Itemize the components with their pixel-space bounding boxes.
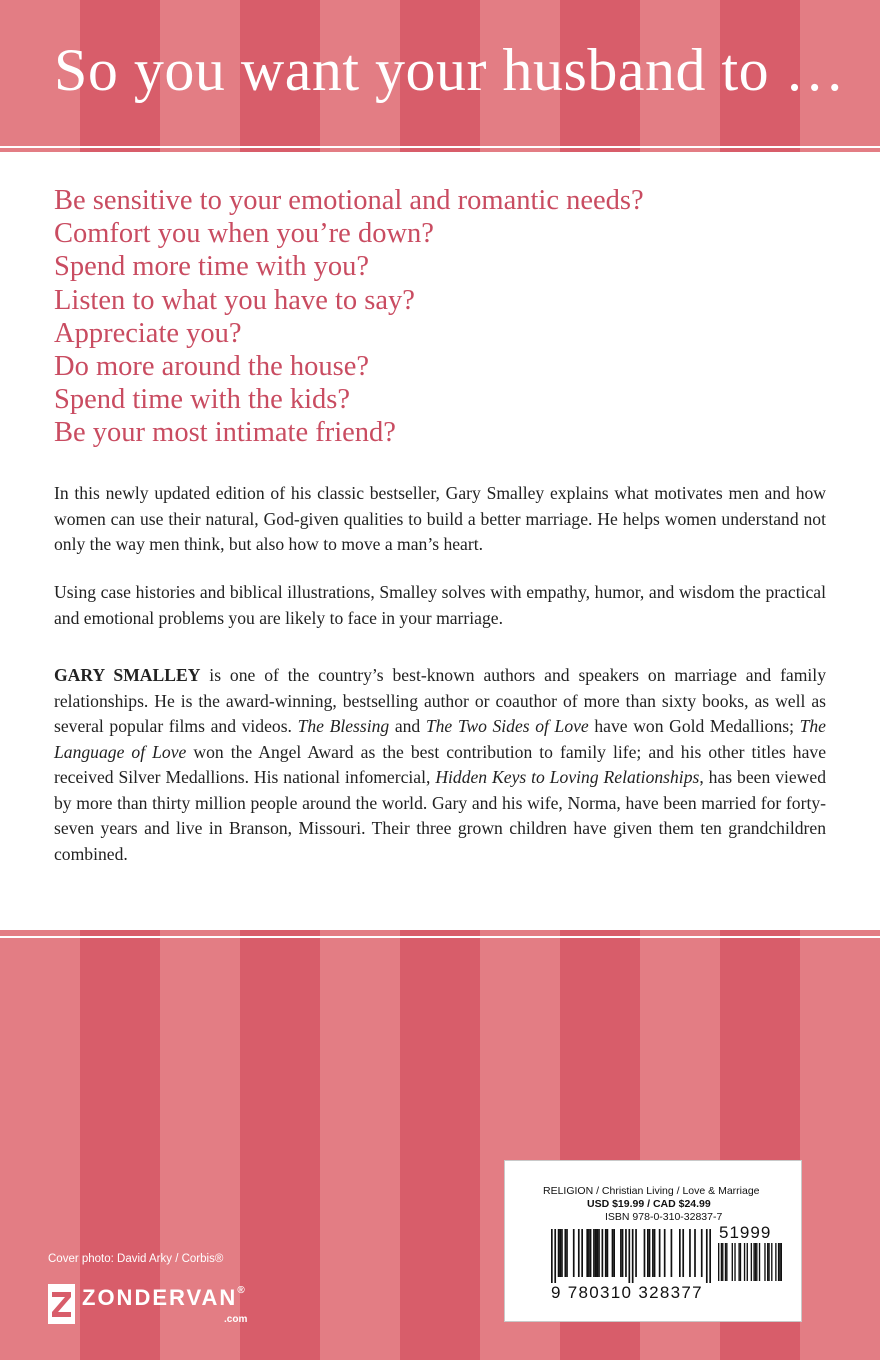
barcode-bar	[744, 1243, 745, 1281]
barcode-bar	[613, 1229, 615, 1277]
isbn-barcode	[551, 1229, 711, 1283]
bio-text: is one of the country’s best-known authors and speakers on marriage and family relationships. He is the award-winning, bestselling author or coauthor of more than sixty books, as well as several popular films and videos.	[54, 665, 826, 736]
barcode-bar	[764, 1243, 765, 1281]
barcode-bar	[590, 1229, 592, 1277]
barcode-bar	[734, 1243, 735, 1281]
bio-text: and	[389, 716, 426, 736]
barcode-bar	[771, 1243, 772, 1281]
barcode-bar	[612, 1229, 614, 1277]
barcode-bar	[732, 1243, 733, 1281]
barcode-bar	[635, 1229, 637, 1277]
barcode-bar	[767, 1243, 768, 1281]
bio-text: have won Gold Medallions;	[588, 716, 800, 736]
barcode-bar	[561, 1229, 563, 1277]
barcode-bar	[586, 1229, 588, 1277]
barcode-bar	[679, 1229, 681, 1277]
barcode-bar	[573, 1229, 575, 1277]
isbn-text: ISBN 978-0-310-32837-7	[605, 1211, 723, 1223]
barcode-bar	[649, 1229, 651, 1277]
barcode-bar	[722, 1243, 723, 1281]
bisac-category: RELIGION / Christian Living / Love & Marriage	[543, 1185, 760, 1197]
barcode-bar	[578, 1229, 580, 1277]
barcode-label	[504, 1160, 802, 1322]
publisher-domain: .com	[224, 1314, 248, 1325]
price-addon-digits: 51999	[719, 1223, 772, 1242]
book-title: The Language of Love	[54, 716, 826, 762]
barcode-bar	[647, 1229, 649, 1277]
barcode-bar	[726, 1243, 727, 1281]
barcode-bar	[779, 1243, 780, 1281]
barcode-bar	[620, 1229, 622, 1277]
barcode-bar	[706, 1229, 708, 1283]
barcode-bar	[654, 1229, 656, 1277]
barcode-bar	[581, 1229, 583, 1277]
barcode-bar	[605, 1229, 607, 1277]
barcode-bar	[559, 1229, 561, 1277]
price-addon-barcode	[718, 1243, 782, 1285]
question-item: Spend more time with you?	[54, 251, 370, 283]
barcode-bar	[596, 1229, 598, 1277]
barcode-bar	[768, 1243, 769, 1281]
barcode-bar	[755, 1243, 756, 1281]
barcode-bar	[554, 1229, 556, 1283]
barcode-bar	[740, 1243, 741, 1281]
barcode-bar	[628, 1229, 630, 1283]
barcode-bar	[622, 1229, 624, 1277]
barcode-bar	[701, 1229, 703, 1277]
question-item: Appreciate you?	[54, 317, 242, 349]
book-title: The Two Sides of Love	[425, 716, 589, 736]
question-list	[54, 184, 644, 450]
barcode-bar	[778, 1243, 779, 1281]
isbn-digits: 9 780310 328377	[551, 1283, 703, 1302]
barcode-bar	[775, 1243, 776, 1281]
question-item: Listen to what you have to say?	[54, 284, 415, 316]
barcode-bar	[593, 1229, 595, 1277]
barcode-bar	[718, 1243, 719, 1281]
bio-text: won the Angel Award as the best contribution to family life; and his other titles have received Silver Medallions. His national infomercial,	[54, 741, 827, 787]
barcode-bar	[595, 1229, 597, 1277]
barcode-bar	[756, 1243, 757, 1281]
bottom-divider-line	[0, 936, 880, 938]
barcode-bar	[751, 1243, 752, 1281]
barcode-bar	[689, 1229, 691, 1277]
barcode-bar	[694, 1229, 696, 1277]
barcode-bar	[588, 1229, 590, 1277]
barcode-bar	[682, 1229, 684, 1277]
question-item: Spend time with the kids?	[54, 384, 351, 416]
publisher-logo	[48, 1284, 288, 1334]
barcode-bar	[709, 1229, 711, 1283]
barcode-bar	[721, 1243, 722, 1281]
barcode-bar	[564, 1229, 566, 1277]
barcode-bar	[652, 1229, 654, 1277]
top-divider-line	[0, 146, 880, 148]
headline: So you want your husband to …	[54, 37, 846, 103]
publisher-name: ZONDERVAN®	[82, 1285, 245, 1310]
author-name: GARY SMALLEY	[54, 665, 201, 685]
barcode-bar	[632, 1229, 634, 1283]
barcode-bar	[659, 1229, 661, 1277]
barcode-bar	[558, 1229, 560, 1277]
barcode-bar	[671, 1229, 673, 1277]
barcode-bar	[598, 1229, 600, 1277]
barcode-bar	[566, 1229, 568, 1277]
author-bio	[54, 663, 826, 867]
barcode-bar	[738, 1243, 739, 1281]
price-text: USD $19.99 / CAD $24.99	[587, 1198, 711, 1210]
description-paragraph-1: In this newly updated edition of his classic bestseller, Gary Smalley explains what motivates men and how women can use their natural, God-given qualities to build a better marriage. He helps women understand not only the way men think, but also how to move a man’s heart.	[54, 483, 826, 554]
barcode-bar	[781, 1243, 782, 1281]
photo-credit: Cover photo: David Arky / Corbis®	[48, 1253, 224, 1265]
barcode-bar	[747, 1243, 748, 1281]
barcode-bar	[759, 1243, 760, 1281]
barcode-bar	[644, 1229, 646, 1277]
question-item: Do more around the house?	[54, 351, 369, 383]
barcode-bar	[725, 1243, 726, 1281]
infomercial-title: Hidden Keys to Loving Relationships	[435, 767, 700, 787]
barcode-bar	[664, 1229, 666, 1277]
barcode-bar	[753, 1243, 754, 1281]
question-item: Be sensitive to your emotional and romantic needs?	[54, 185, 644, 216]
barcode-bar	[625, 1229, 627, 1277]
barcode-bar	[551, 1229, 553, 1283]
book-title: The Blessing	[297, 716, 390, 736]
question-item: Comfort you when you’re down?	[54, 218, 434, 250]
barcode-bar	[607, 1229, 609, 1277]
zondervan-mark-icon	[48, 1284, 75, 1324]
barcode-bar	[602, 1229, 604, 1277]
bio-text: , has been viewed by more than thirty million people around the world. Gary and his wife, Norma, have been married for forty-seven years and live in Branson, Missouri. Their three grown children have given them ten grandchildren combined.	[54, 767, 826, 864]
description-paragraph-2: Using case histories and biblical illustrations, Smalley solves with empathy, humor, and wisdom the practical and emotional problems you are likely to face in your marriage.	[54, 582, 826, 628]
question-item: Be your most intimate friend?	[54, 417, 396, 449]
